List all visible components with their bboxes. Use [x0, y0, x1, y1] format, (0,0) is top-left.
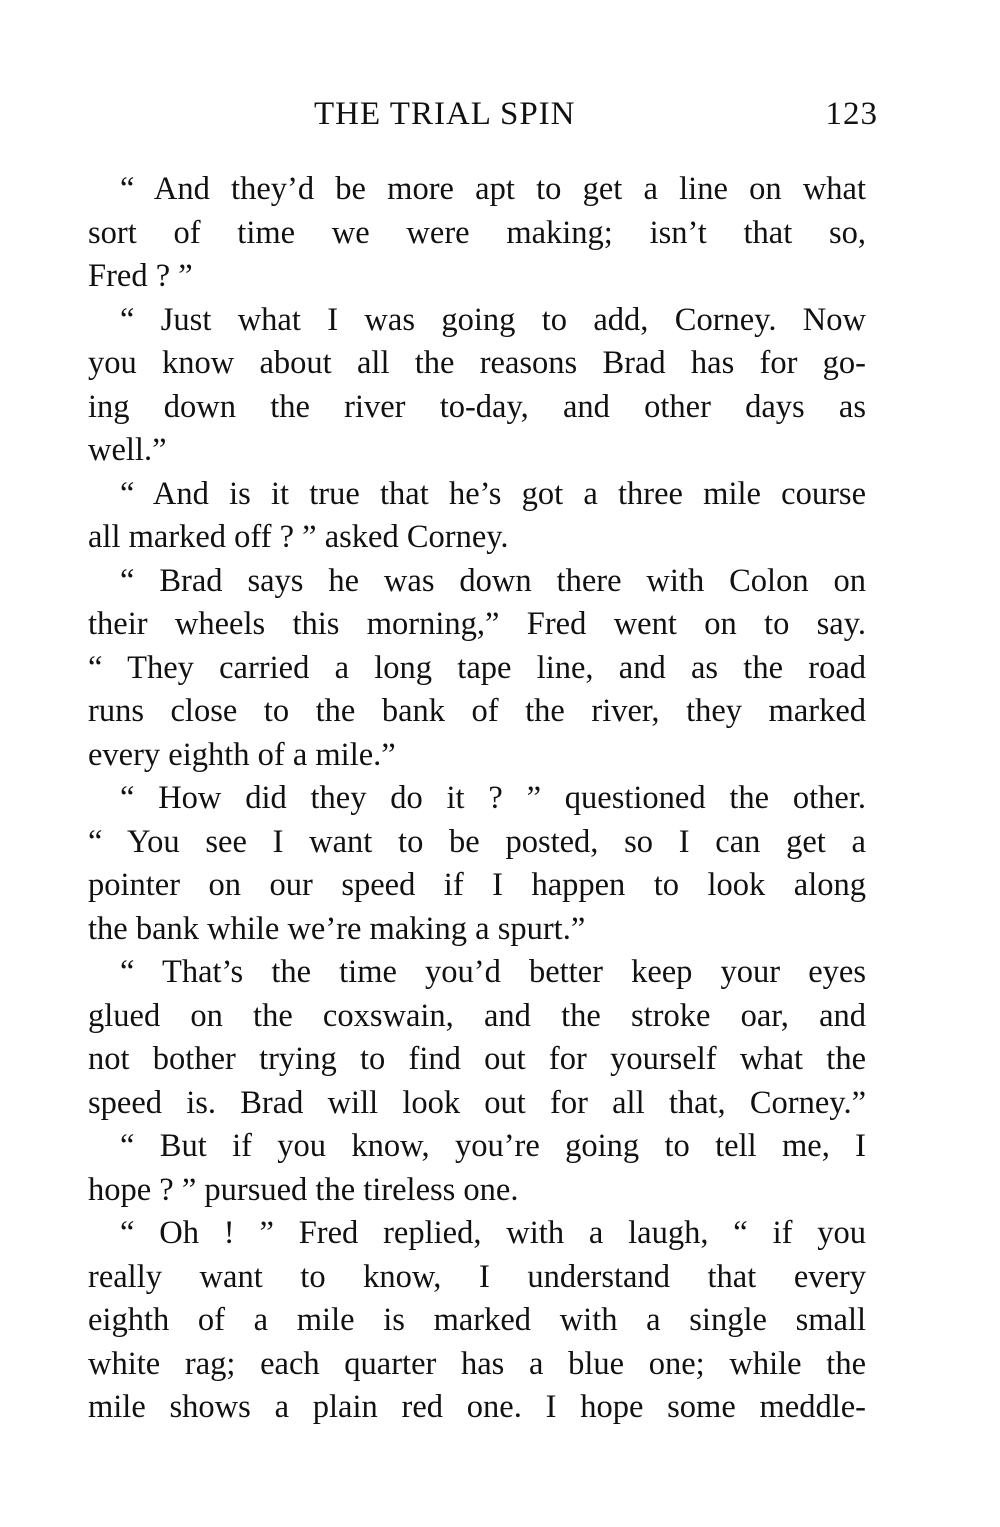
text-line: the bank while we’re making a spurt.” — [88, 910, 586, 947]
text-line: “ That’s the time you’d better keep your eyes — [120, 954, 866, 990]
text-line: “ But if you know, you’re going to tell me, I — [120, 1128, 866, 1164]
body-text — [88, 168, 866, 1430]
text-line: eighth of a mile is marked with a single small — [88, 1302, 866, 1338]
text-line: “ They carried a long tape line, and as the road — [88, 649, 866, 686]
text-line: “ And they’d be more apt to get a line on what — [120, 171, 866, 207]
text-line: “ Brad says he was down there with Colon on — [120, 562, 866, 599]
text-line: their wheels this morning,” Fred went on to say. — [88, 606, 866, 642]
text-line: white rag; each quarter has a blue one; while the — [88, 1345, 866, 1382]
text-line: pointer on our speed if I happen to look along — [88, 867, 866, 903]
text-line: you know about all the reasons Brad has for go- — [88, 345, 866, 381]
text-line: speed is. Brad will look out for all that, Corney.” — [88, 1084, 866, 1121]
running-head — [88, 96, 878, 146]
text-line: ing down the river to-day, and other days as — [88, 388, 866, 425]
text-line: “ And is it true that he’s got a three mile course — [120, 475, 866, 512]
text-line: hope ? ” pursued the tireless one. — [88, 1171, 519, 1208]
text-line: every eighth of a mile.” — [88, 736, 396, 773]
text-line: glued on the coxswain, and the stroke oar, and — [88, 997, 866, 1034]
page-number: 123 — [825, 96, 878, 132]
text-line: Fred ? ” — [88, 258, 193, 294]
running-title: THE TRIAL SPIN — [314, 96, 576, 132]
text-line: sort of time we were making; isn’t that so, — [88, 214, 866, 251]
text-line: all marked off ? ” asked Corney. — [88, 519, 509, 555]
text-line: “ You see I want to be posted, so I can get a — [88, 823, 866, 860]
text-line: runs close to the bank of the river, they marked — [88, 693, 866, 729]
text-line: not bother trying to find out for yourself what the — [88, 1041, 866, 1077]
text-line: mile shows a plain red one. I hope some meddle- — [88, 1389, 866, 1425]
text-line: really want to know, I understand that every — [88, 1258, 866, 1295]
text-line: “ Oh ! ” Fred replied, with a laugh, “ if you — [120, 1215, 866, 1251]
text-line: well.” — [88, 432, 167, 468]
text-line: “ How did they do it ? ” questioned the other. — [120, 780, 866, 816]
text-line: “ Just what I was going to add, Corney. Now — [120, 301, 866, 338]
